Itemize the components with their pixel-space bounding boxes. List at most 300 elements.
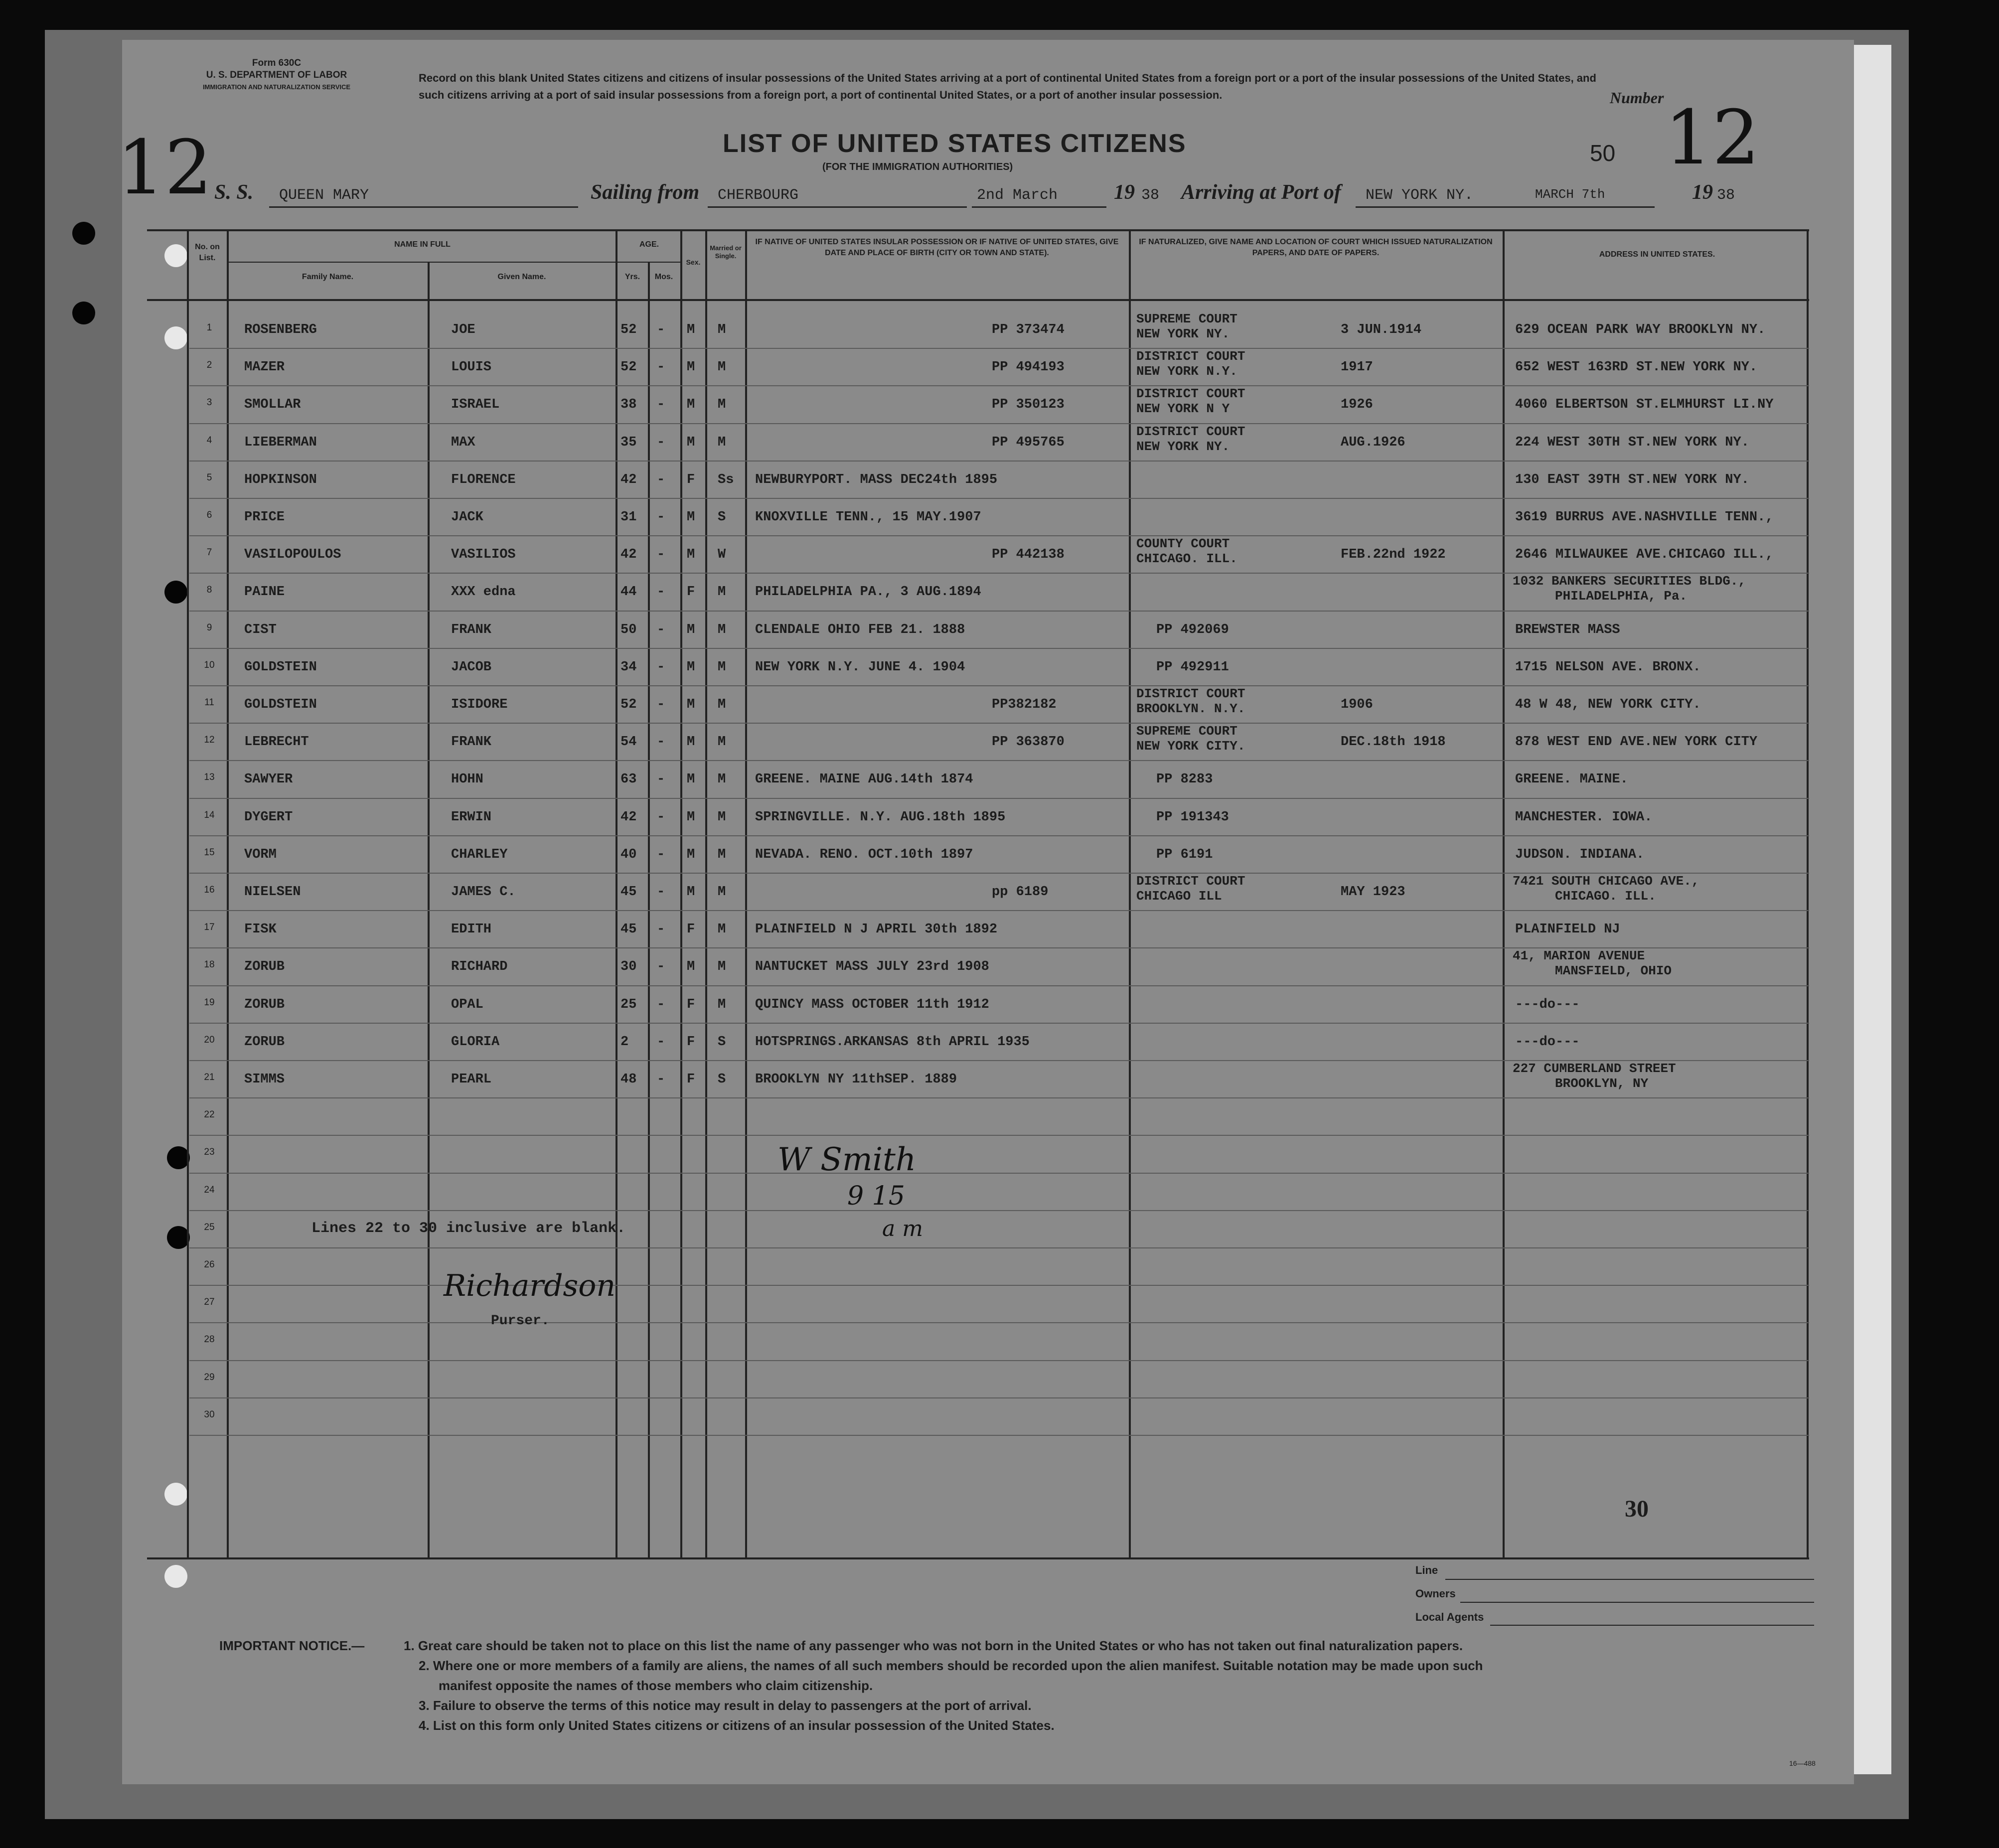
age-months: - bbox=[657, 772, 665, 787]
passport-number: PP 350123 bbox=[992, 397, 1065, 412]
year-from: 38 bbox=[1141, 187, 1160, 204]
row-number: 9 bbox=[206, 622, 212, 633]
birth-info: NANTUCKET MASS JULY 23rd 1908 bbox=[755, 959, 989, 974]
row-number: 13 bbox=[204, 772, 215, 782]
court-location: NEW YORK NY. bbox=[1136, 439, 1230, 454]
age-months: - bbox=[657, 660, 665, 675]
passport-number: PP 373474 bbox=[992, 322, 1065, 337]
row-number: 27 bbox=[204, 1297, 215, 1307]
form-identifier bbox=[169, 57, 384, 93]
family-name: GOLDSTEIN bbox=[244, 697, 317, 712]
underline bbox=[1356, 206, 1655, 208]
marital-status: M bbox=[718, 810, 726, 825]
punch-hole bbox=[164, 1565, 187, 1588]
sex: F bbox=[687, 922, 695, 937]
column-divider bbox=[227, 229, 229, 1557]
sex: M bbox=[687, 697, 695, 712]
line-label: Line bbox=[1415, 1564, 1438, 1576]
family-name: SIMMS bbox=[244, 1072, 285, 1087]
age-years: 63 bbox=[620, 772, 637, 787]
marital-status: M bbox=[718, 997, 726, 1012]
naturalization-passport: PP 492069 bbox=[1156, 622, 1229, 637]
row-rule bbox=[189, 1135, 1809, 1136]
sex: M bbox=[687, 847, 695, 862]
owners-label: Owners bbox=[1415, 1587, 1456, 1600]
age-months: - bbox=[657, 697, 665, 712]
court-location: NEW YORK CITY. bbox=[1136, 739, 1245, 754]
date-from: 2nd March bbox=[977, 187, 1058, 204]
passport-number: PP 363870 bbox=[992, 735, 1065, 750]
age-months: - bbox=[657, 959, 665, 974]
punch-hole bbox=[72, 302, 95, 324]
given-name: RICHARD bbox=[451, 959, 508, 974]
family-name: VASILOPOULOS bbox=[244, 547, 341, 562]
age-years: 38 bbox=[620, 397, 637, 412]
address: 4060 ELBERTSON ST.ELMHURST LI.NY bbox=[1515, 397, 1774, 412]
address: 1715 NELSON AVE. BRONX. bbox=[1515, 660, 1701, 675]
age-months: - bbox=[657, 735, 665, 750]
local-agents-field bbox=[1490, 1625, 1814, 1626]
family-name: LIEBERMAN bbox=[244, 435, 317, 450]
header-age: AGE. bbox=[639, 240, 659, 249]
family-name: ZORUB bbox=[244, 1035, 285, 1050]
page-title: LIST OF UNITED STATES CITIZENS bbox=[723, 129, 1187, 158]
marital-status: M bbox=[718, 885, 726, 900]
page-subtitle: (FOR THE IMMIGRATION AUTHORITIES) bbox=[822, 161, 1013, 172]
naturalization-date: AUG.1926 bbox=[1341, 435, 1405, 450]
header-naturalization: IF NATURALIZED, GIVE NAME AND LOCATION OF COURT WHICH ISSUED NATURALIZATION PAPERS, AND DATE OF PAPERS. bbox=[1139, 238, 1493, 257]
given-name: VASILIOS bbox=[451, 547, 516, 562]
address: ---do--- bbox=[1515, 1035, 1580, 1050]
officer-signature: W Smith bbox=[777, 1141, 917, 1178]
marital-status: M bbox=[718, 735, 726, 750]
marital-status: Ss bbox=[718, 472, 734, 487]
family-name: SMOLLAR bbox=[244, 397, 301, 412]
sex: F bbox=[687, 997, 695, 1012]
court-name: DISTRICT COURT bbox=[1136, 686, 1245, 701]
sex: F bbox=[687, 1072, 695, 1087]
birth-info: PLAINFIELD N J APRIL 30th 1892 bbox=[755, 922, 998, 937]
row-number: 7 bbox=[206, 547, 212, 558]
row-number: 30 bbox=[204, 1409, 215, 1420]
birth-info: PHILADELPHIA PA., 3 AUG.1894 bbox=[755, 585, 981, 600]
birth-info: CLENDALE OHIO FEB 21. 1888 bbox=[755, 622, 965, 637]
service: IMMIGRATION AND NATURALIZATION SERVICE bbox=[202, 83, 351, 91]
age-months: - bbox=[657, 547, 665, 562]
age-years: 42 bbox=[620, 472, 637, 487]
given-name: JACOB bbox=[451, 660, 492, 675]
court-name: COUNTY COURT bbox=[1136, 536, 1230, 551]
punch-hole bbox=[164, 581, 187, 604]
court-location: CHICAGO ILL bbox=[1136, 889, 1222, 904]
family-name: PRICE bbox=[244, 510, 285, 525]
marital-status: M bbox=[718, 397, 726, 412]
family-name: SAWYER bbox=[244, 772, 293, 787]
row-rule bbox=[189, 985, 1809, 986]
row-number: 12 bbox=[204, 735, 215, 745]
given-name: HOHN bbox=[451, 772, 483, 787]
sex: M bbox=[687, 735, 695, 750]
row-rule bbox=[189, 498, 1809, 499]
row-rule bbox=[189, 1285, 1809, 1286]
row-rule bbox=[189, 461, 1809, 462]
age-years: 34 bbox=[620, 660, 637, 675]
given-name: ERWIN bbox=[451, 810, 492, 825]
birth-info: GREENE. MAINE AUG.14th 1874 bbox=[755, 772, 973, 787]
notice-item-1: 1. Great care should be taken not to place on this list the name of any passenger who was not born in the United States or who has not taken out final naturalization papers. bbox=[404, 1638, 1463, 1653]
row-number: 3 bbox=[206, 397, 212, 408]
marital-status: M bbox=[718, 959, 726, 974]
naturalization-passport: PP 492911 bbox=[1156, 660, 1229, 675]
blank-lines-note: Lines 22 to 30 inclusive are blank. bbox=[311, 1220, 626, 1237]
naturalization-passport: PP 8283 bbox=[1156, 772, 1213, 787]
sex: M bbox=[687, 885, 695, 900]
row-rule bbox=[189, 1322, 1809, 1323]
header-sex: Sex. bbox=[686, 258, 701, 266]
naturalization-passport: PP 191343 bbox=[1156, 810, 1229, 825]
family-name: PAINE bbox=[244, 585, 285, 600]
age-months: - bbox=[657, 1035, 665, 1050]
given-name: LOUIS bbox=[451, 360, 492, 375]
family-name: ZORUB bbox=[244, 997, 285, 1012]
sex: F bbox=[687, 472, 695, 487]
arriving-label: Arriving at Port of bbox=[1181, 181, 1341, 204]
age-months: - bbox=[657, 810, 665, 825]
age-months: - bbox=[657, 1072, 665, 1087]
date-to: MARCH 7th bbox=[1535, 187, 1605, 202]
row-number: 24 bbox=[204, 1185, 215, 1195]
family-name: VORM bbox=[244, 847, 277, 862]
address-line-1: 41, MARION AVENUE bbox=[1513, 948, 1645, 963]
birth-info: BROOKLYN NY 11thSEP. 1889 bbox=[755, 1072, 957, 1087]
given-name: FRANK bbox=[451, 735, 492, 750]
row-number: 29 bbox=[204, 1372, 215, 1383]
marital-status: M bbox=[718, 322, 726, 337]
next-sheet-edge bbox=[1854, 45, 1891, 1774]
row-number: 1 bbox=[206, 322, 212, 333]
naturalization-date: 1926 bbox=[1341, 397, 1373, 412]
sex: M bbox=[687, 772, 695, 787]
address: 3619 BURRUS AVE.NASHVILLE TENN., bbox=[1515, 510, 1774, 525]
address: 2646 MILWAUKEE AVE.CHICAGO ILL., bbox=[1515, 547, 1774, 562]
sex: M bbox=[687, 959, 695, 974]
column-divider bbox=[1129, 229, 1131, 1557]
number-label: Number bbox=[1610, 89, 1664, 107]
birth-info: NEWBURYPORT. MASS DEC24th 1895 bbox=[755, 472, 998, 487]
row-number: 17 bbox=[204, 922, 215, 932]
ss-label: S. S. bbox=[214, 181, 254, 204]
age-years: 35 bbox=[620, 435, 637, 450]
court-location: NEW YORK N Y bbox=[1136, 401, 1230, 416]
notice-item-2-cont: manifest opposite the names of those members who claim citizenship. bbox=[439, 1678, 873, 1693]
naturalization-date: 1906 bbox=[1341, 697, 1373, 712]
row-rule bbox=[189, 1397, 1809, 1398]
address: ---do--- bbox=[1515, 997, 1580, 1012]
age-months: - bbox=[657, 510, 665, 525]
family-name: HOPKINSON bbox=[244, 472, 317, 487]
naturalization-date: MAY 1923 bbox=[1341, 885, 1405, 900]
age-years: 52 bbox=[620, 360, 637, 375]
punch-hole bbox=[164, 1483, 187, 1506]
row-rule bbox=[189, 1435, 1809, 1436]
column-divider bbox=[1807, 229, 1809, 1557]
purser-label: Purser. bbox=[491, 1313, 550, 1329]
family-name: DYGERT bbox=[244, 810, 293, 825]
row-rule bbox=[189, 910, 1809, 911]
given-name: ISIDORE bbox=[451, 697, 508, 712]
sex: M bbox=[687, 397, 695, 412]
row-rule bbox=[189, 685, 1809, 686]
court-name: DISTRICT COURT bbox=[1136, 424, 1245, 439]
row-number: 4 bbox=[206, 435, 212, 446]
marital-status: S bbox=[718, 510, 726, 525]
row-number: 18 bbox=[204, 959, 215, 970]
row-number: 8 bbox=[206, 585, 212, 595]
court-name: DISTRICT COURT bbox=[1136, 349, 1245, 364]
year-to: 38 bbox=[1717, 187, 1735, 204]
header-married-single: Married or Single. bbox=[710, 244, 742, 260]
court-location: NEW YORK NY. bbox=[1136, 326, 1230, 341]
handwritten-list-ref-right: 12 bbox=[1665, 95, 1760, 181]
underline bbox=[972, 206, 1106, 208]
column-divider bbox=[745, 229, 747, 1557]
notice-heading: IMPORTANT NOTICE.— bbox=[219, 1638, 365, 1653]
passport-number: PP 442138 bbox=[992, 547, 1065, 562]
age-years: 25 bbox=[620, 997, 637, 1012]
local-agents-label: Local Agents bbox=[1415, 1611, 1484, 1623]
purser-signature: Richardson bbox=[444, 1268, 616, 1303]
birth-info: KNOXVILLE TENN., 15 MAY.1907 bbox=[755, 510, 981, 525]
family-name: MAZER bbox=[244, 360, 285, 375]
row-rule bbox=[189, 1210, 1809, 1211]
given-name: GLORIA bbox=[451, 1035, 500, 1050]
header-name-in-full: NAME IN FULL bbox=[394, 240, 451, 249]
birth-info: SPRINGVILLE. N.Y. AUG.18th 1895 bbox=[755, 810, 1006, 825]
sheet-number: 50 bbox=[1590, 140, 1616, 166]
table-bottom-border bbox=[147, 1557, 1809, 1559]
ship-name: QUEEN MARY bbox=[279, 187, 369, 204]
notice-item-4: 4. List on this form only United States citizens or citizens of an insular possession of the United States. bbox=[419, 1718, 1055, 1733]
print-code: 16—488 bbox=[1789, 1759, 1816, 1767]
row-rule bbox=[189, 423, 1809, 424]
row-rule bbox=[189, 611, 1809, 612]
birth-info: NEW YORK N.Y. JUNE 4. 1904 bbox=[755, 660, 965, 675]
department: U. S. DEPARTMENT OF LABOR bbox=[206, 70, 347, 80]
passport-number: PP 494193 bbox=[992, 360, 1065, 375]
age-years: 42 bbox=[620, 547, 637, 562]
naturalization-date: DEC.18th 1918 bbox=[1341, 735, 1446, 750]
given-name: PEARL bbox=[451, 1072, 492, 1087]
address-line-1: 227 CUMBERLAND STREET bbox=[1513, 1061, 1676, 1076]
age-months: - bbox=[657, 472, 665, 487]
court-location: CHICAGO. ILL. bbox=[1136, 551, 1237, 566]
marital-status: M bbox=[718, 660, 726, 675]
court-location: BROOKLYN. N.Y. bbox=[1136, 701, 1245, 716]
address: MANCHESTER. IOWA. bbox=[1515, 810, 1653, 825]
given-name: XXX edna bbox=[451, 585, 516, 600]
court-name: DISTRICT COURT bbox=[1136, 386, 1245, 401]
marital-status: M bbox=[718, 622, 726, 637]
header-given-name: Given Name. bbox=[497, 273, 546, 281]
court-name: SUPREME COURT bbox=[1136, 311, 1237, 326]
row-rule bbox=[189, 1023, 1809, 1024]
given-name: OPAL bbox=[451, 997, 483, 1012]
column-divider bbox=[615, 229, 617, 1557]
marital-status: S bbox=[718, 1072, 726, 1087]
sex: M bbox=[687, 660, 695, 675]
age-years: 2 bbox=[620, 1035, 629, 1050]
address-line-2: PHILADELPHIA, Pa. bbox=[1555, 589, 1688, 604]
row-number: 28 bbox=[204, 1334, 215, 1345]
address: BREWSTER MASS bbox=[1515, 622, 1620, 637]
address-line-1: 1032 BANKERS SECURITIES BLDG., bbox=[1513, 574, 1746, 589]
marital-status: M bbox=[718, 772, 726, 787]
header-address: ADDRESS IN UNITED STATES. bbox=[1599, 250, 1715, 259]
age-years: 40 bbox=[620, 847, 637, 862]
column-divider bbox=[1503, 229, 1505, 1557]
row-rule bbox=[189, 385, 1809, 386]
row-number: 2 bbox=[206, 360, 212, 370]
row-rule bbox=[189, 348, 1809, 349]
row-number: 19 bbox=[204, 997, 215, 1008]
address: GREENE. MAINE. bbox=[1515, 772, 1628, 787]
row-number: 5 bbox=[206, 472, 212, 483]
marital-status: W bbox=[718, 547, 726, 562]
sex: M bbox=[687, 360, 695, 375]
sailing-label: Sailing from bbox=[591, 181, 700, 204]
address: 130 EAST 39TH ST.NEW YORK NY. bbox=[1515, 472, 1749, 487]
family-name: GOLDSTEIN bbox=[244, 660, 317, 675]
birth-info: HOTSPRINGS.ARKANSAS 8th APRIL 1935 bbox=[755, 1035, 1030, 1050]
family-name: CIST bbox=[244, 622, 277, 637]
address-line-2: BROOKLYN, NY bbox=[1555, 1076, 1649, 1091]
port-to: NEW YORK NY. bbox=[1366, 187, 1474, 204]
sex: M bbox=[687, 322, 695, 337]
row-number: 15 bbox=[204, 847, 215, 858]
court-name: SUPREME COURT bbox=[1136, 724, 1237, 739]
column-divider bbox=[428, 262, 430, 1557]
given-name: FLORENCE bbox=[451, 472, 516, 487]
family-name: ROSENBERG bbox=[244, 322, 317, 337]
underline bbox=[269, 206, 578, 208]
passport-number: PP 495765 bbox=[992, 435, 1065, 450]
age-years: 30 bbox=[620, 959, 637, 974]
header-family-name: Family Name. bbox=[302, 273, 354, 281]
court-name: DISTRICT COURT bbox=[1136, 874, 1245, 889]
age-years: 31 bbox=[620, 510, 637, 525]
address: 629 OCEAN PARK WAY BROOKLYN NY. bbox=[1515, 322, 1766, 337]
family-name: NIELSEN bbox=[244, 885, 301, 900]
age-years: 52 bbox=[620, 697, 637, 712]
naturalization-date: 1917 bbox=[1341, 360, 1373, 375]
row-rule bbox=[189, 535, 1809, 536]
given-name: EDITH bbox=[451, 922, 492, 937]
form-number: Form 630C bbox=[252, 58, 302, 68]
marital-status: M bbox=[718, 922, 726, 937]
row-rule bbox=[189, 1247, 1809, 1248]
family-name: LEBRECHT bbox=[244, 735, 309, 750]
given-name: ISRAEL bbox=[451, 397, 500, 412]
handwritten-list-ref: 12 bbox=[117, 125, 212, 211]
age-months: - bbox=[657, 922, 665, 937]
given-name: JOE bbox=[451, 322, 475, 337]
age-months: - bbox=[657, 585, 665, 600]
row-number: 11 bbox=[204, 697, 214, 708]
table-top-border bbox=[147, 229, 1809, 231]
row-number: 20 bbox=[204, 1035, 215, 1045]
age-months: - bbox=[657, 397, 665, 412]
marital-status: M bbox=[718, 360, 726, 375]
age-years: 45 bbox=[620, 885, 637, 900]
header-no-on-list: No. on List. bbox=[195, 243, 220, 262]
age-months: - bbox=[657, 997, 665, 1012]
column-divider bbox=[187, 229, 189, 1557]
age-years: 52 bbox=[620, 322, 637, 337]
given-name: FRANK bbox=[451, 622, 492, 637]
sex: M bbox=[687, 810, 695, 825]
address: PLAINFIELD NJ bbox=[1515, 922, 1620, 937]
given-name: JAMES C. bbox=[451, 885, 516, 900]
row-number: 6 bbox=[206, 510, 212, 520]
row-number: 14 bbox=[204, 810, 215, 820]
passenger-count: 30 bbox=[1625, 1496, 1649, 1522]
address-line-2: CHICAGO. ILL. bbox=[1555, 889, 1656, 904]
row-rule bbox=[189, 1360, 1809, 1361]
header-subdivider bbox=[227, 262, 680, 263]
row-number: 10 bbox=[204, 660, 215, 670]
row-rule bbox=[189, 1173, 1809, 1174]
row-rule bbox=[189, 835, 1809, 836]
row-number: 22 bbox=[204, 1109, 215, 1120]
age-months: - bbox=[657, 885, 665, 900]
column-divider bbox=[648, 262, 650, 1557]
address: 48 W 48, NEW YORK CITY. bbox=[1515, 697, 1701, 712]
header-mos: Mos. bbox=[654, 273, 673, 281]
row-number: 21 bbox=[204, 1072, 215, 1082]
row-number: 23 bbox=[204, 1147, 215, 1157]
address-line-1: 7421 SOUTH CHICAGO AVE., bbox=[1513, 874, 1699, 889]
address-line-2: MANSFIELD, OHIO bbox=[1555, 963, 1672, 978]
marital-status: M bbox=[718, 435, 726, 450]
sex: M bbox=[687, 622, 695, 637]
age-years: 50 bbox=[620, 622, 637, 637]
punch-hole bbox=[72, 222, 95, 245]
age-months: - bbox=[657, 847, 665, 862]
passport-number: PP382182 bbox=[992, 697, 1057, 712]
age-years: 45 bbox=[620, 922, 637, 937]
address: 224 WEST 30TH ST.NEW YORK NY. bbox=[1515, 435, 1749, 450]
line-field bbox=[1445, 1579, 1814, 1580]
manifest-sheet bbox=[122, 40, 1854, 1784]
marital-status: M bbox=[718, 847, 726, 862]
birth-info: NEVADA. RENO. OCT.10th 1897 bbox=[755, 847, 973, 862]
marital-status: M bbox=[718, 585, 726, 600]
sex: F bbox=[687, 1035, 695, 1050]
address: 878 WEST END AVE.NEW YORK CITY bbox=[1515, 735, 1758, 750]
birth-info: QUINCY MASS OCTOBER 11th 1912 bbox=[755, 997, 989, 1012]
sex: M bbox=[687, 547, 695, 562]
owners-field bbox=[1460, 1602, 1814, 1603]
naturalization-date: FEB.22nd 1922 bbox=[1341, 547, 1446, 562]
row-number: 16 bbox=[204, 885, 215, 895]
row-rule bbox=[189, 1097, 1809, 1098]
age-years: 48 bbox=[620, 1072, 637, 1087]
passport-number: pp 6189 bbox=[992, 885, 1049, 900]
underline bbox=[708, 206, 967, 208]
age-months: - bbox=[657, 322, 665, 337]
given-name: MAX bbox=[451, 435, 475, 450]
punch-hole bbox=[164, 244, 187, 267]
